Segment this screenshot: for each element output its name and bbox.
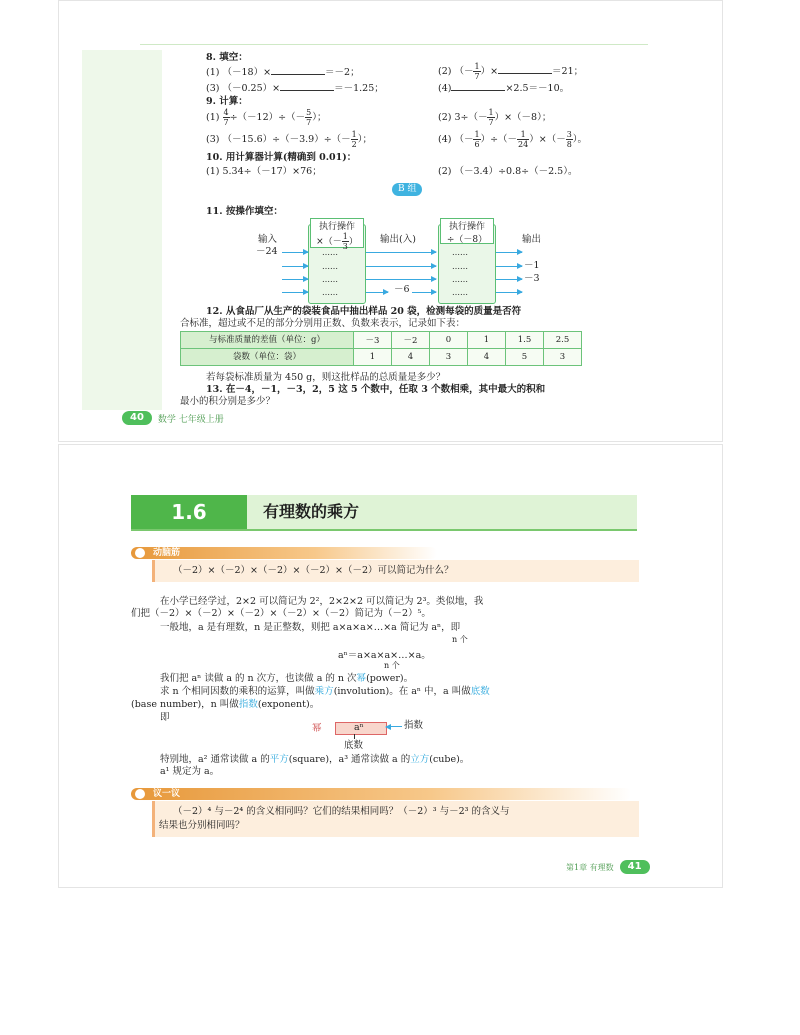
bulb-icon: [135, 548, 145, 558]
input-header: 输入: [258, 234, 278, 245]
discuss-line1: （－2）⁴ 与－2⁴ 的含义相同吗？它们的结果相同吗？（－2）³ 与－2³ 的含义与: [173, 806, 510, 817]
discuss-tag: 议一议: [131, 788, 631, 800]
para-8: a¹ 规定为 a。: [160, 766, 220, 777]
row1-header: 与标准质量的差值（单位：g）: [181, 332, 354, 349]
q10-label: 10. 用计算器计算(精确到 0.01)：: [206, 152, 357, 163]
diagram-exponent-label: 指数: [404, 720, 424, 731]
operation-1-label: 执行操作 ×（－ $\frac{1}{3}$ ）: [310, 218, 364, 248]
q8-part3: (3) （－0.25）× ＝－1.25；: [206, 83, 384, 94]
cell: －3: [354, 332, 392, 349]
arrow-out-1: [496, 252, 522, 253]
cell: 1: [468, 332, 506, 349]
para-1b: 们把（－2）×（－2）×（－2）×（－2）×（－2）简记为（－2）⁵。: [131, 608, 431, 619]
q8-part4: (4) ×2.5＝－10。: [438, 83, 570, 94]
dots-2-1: ……: [452, 248, 468, 257]
q9-part2: (2) 3÷（－ $\frac{1}{7}$ ）×（－8）；: [438, 108, 552, 127]
para-6: 即: [160, 712, 170, 723]
para-4: 求 n 个相同因数的乘积的运算，叫做乘方(involution)。在 aⁿ 中，a 叫做底数: [160, 686, 490, 697]
exponent-arrow: [386, 726, 402, 727]
footer-chapter: 第1章 有理数: [566, 862, 614, 872]
q10-part1: (1) 5.34÷（－17）×76；: [206, 166, 322, 177]
output-row3: －3: [524, 273, 540, 284]
arrow-in-4: [282, 292, 308, 293]
diagram-base-label: 底数: [344, 740, 364, 751]
top-rule: [140, 44, 648, 45]
para-5: (base number)，n 叫做指数(exponent)。: [131, 699, 320, 710]
dots-2-4: ……: [452, 288, 468, 297]
input-row1: －24: [256, 246, 278, 257]
discuss-box: [152, 801, 639, 837]
q13-line2: 最小的积分别是多少？: [180, 396, 276, 407]
q10-part2: (2) （－3.4）÷0.8÷（－2.5）。: [438, 166, 578, 177]
para-2-underbrace: n 个: [452, 635, 468, 644]
cell: 3: [430, 349, 468, 366]
q12-line2: 合标准，超过或不足的部分分别用正数、负数来表示，记录如下表：: [180, 318, 466, 329]
formula-underbrace: n 个: [384, 661, 400, 670]
discuss-icon: [135, 789, 145, 799]
q12-line1: 12. 从食品厂从生产的袋装食品中抽出样品 20 袋，检测每袋的质量是否符: [206, 306, 522, 317]
discuss-line2: 结果也分别相同吗？: [159, 820, 245, 831]
dots-1-2: ……: [322, 262, 338, 271]
arrow-in-2: [282, 266, 308, 267]
dots-1-3: ……: [322, 275, 338, 284]
arrow-mid-4b: [412, 292, 436, 293]
page-sidebar: [82, 50, 162, 410]
arrow-mid-4a: [366, 292, 388, 293]
q9-part1: (1) $\frac{4}{7}$ ÷（－12）÷（－ $\frac{5}{7}$ ）；: [206, 108, 327, 127]
section-title: 有理数的乘方: [263, 502, 360, 521]
table-row: [181, 332, 582, 349]
para-2: 一般地，a 是有理数，n 是正整数，则把 a×a×a×…×a 简记为 aⁿ，即: [160, 622, 461, 633]
cell: 1: [354, 349, 392, 366]
cell: 4: [468, 349, 506, 366]
cell: 0: [430, 332, 468, 349]
arrow-mid-2: [366, 266, 436, 267]
dots-2-3: ……: [452, 275, 468, 284]
para-7: 特别地，a² 通常读做 a 的平方(square)，a³ 通常读做 a 的立方(cube)。: [160, 754, 470, 765]
output-row2: －1: [524, 260, 540, 271]
cell: 2.5: [544, 332, 582, 349]
think-text: （－2）×（－2）×（－2）×（－2）×（－2）可以简记为什么？: [173, 565, 454, 576]
page-40-footer: [122, 411, 224, 425]
section-banner: [131, 495, 637, 531]
diagram-power-box: [335, 722, 387, 735]
arrow-mid-3: [366, 279, 436, 280]
diagram-expression: aⁿ: [354, 722, 364, 733]
table-row: [181, 349, 582, 366]
page-41-footer: [566, 860, 650, 874]
para-1: 在小学已经学过，2×2 可以简记为 2²，2×2×2 可以简记为 2³。类似地，我: [160, 596, 484, 607]
arrow-out-2: [496, 266, 522, 267]
page-number-41: 41: [620, 860, 650, 874]
q13-line1: 13. 在－4，－1，－3，2，5 这 5 个数中，任取 3 个数相乘，其中最大的积和: [206, 384, 546, 395]
dots-1-1: ……: [322, 248, 338, 257]
arrow-in-1: [282, 252, 308, 253]
formula: aⁿ＝a×a×a×…×a。: [338, 650, 431, 661]
group-b-badge: B 组: [392, 183, 422, 196]
think-box: [152, 560, 639, 582]
diagram-power-label: 幂: [312, 723, 322, 734]
arrow-in-3: [282, 279, 308, 280]
page-number-40: 40: [122, 411, 152, 425]
arrow-out-4: [496, 292, 522, 293]
q9-part4: (4) （－ $\frac{1}{6}$ ）÷（－ $\frac{1}{24}$ ）×（－ $\frac{3}{8}$ ）。: [438, 130, 588, 149]
mid-header: 输出(入): [380, 234, 416, 245]
dots-1-4: ……: [322, 288, 338, 297]
arrow-mid-1: [366, 252, 436, 253]
q9-part3: (3) （－15.6）÷（－3.9）÷（－ $\frac{1}{2}$ ）；: [206, 130, 373, 149]
dots-2-2: ……: [452, 262, 468, 271]
think-tag: 动脑筋: [131, 547, 437, 559]
mass-table: [180, 331, 582, 366]
arrow-out-3: [496, 279, 522, 280]
cell: 1.5: [506, 332, 544, 349]
q12-question: 若每袋标准质量为 450 g，则这批样品的总质量是多少？: [206, 372, 446, 383]
q9-label: 9. 计算：: [206, 96, 248, 107]
q11-label: 11. 按操作填空：: [206, 206, 283, 217]
q8-part2: (2) （－ $\frac{1}{7}$ ）× ＝21；: [438, 62, 584, 81]
q8-label: 8. 填空：: [206, 52, 248, 63]
cell: 4: [392, 349, 430, 366]
base-pointer: [354, 734, 355, 739]
cell: －2: [392, 332, 430, 349]
operation-2-label: 执行操作 ÷（－8）: [440, 218, 494, 244]
cell: 5: [506, 349, 544, 366]
mid-row4: －6: [394, 284, 410, 295]
row2-header: 袋数（单位：袋）: [181, 349, 354, 366]
footer-book-title: 数学 七年级上册: [157, 414, 224, 425]
cell: 3: [544, 349, 582, 366]
section-number: 1.6: [131, 495, 247, 529]
output-header: 输出: [522, 234, 542, 245]
q8-part1: (1) （－18）× ＝－2；: [206, 67, 360, 78]
para-3: 我们把 aⁿ 读做 a 的 n 次方，也读做 a 的 n 次幂(power)。: [160, 673, 414, 684]
